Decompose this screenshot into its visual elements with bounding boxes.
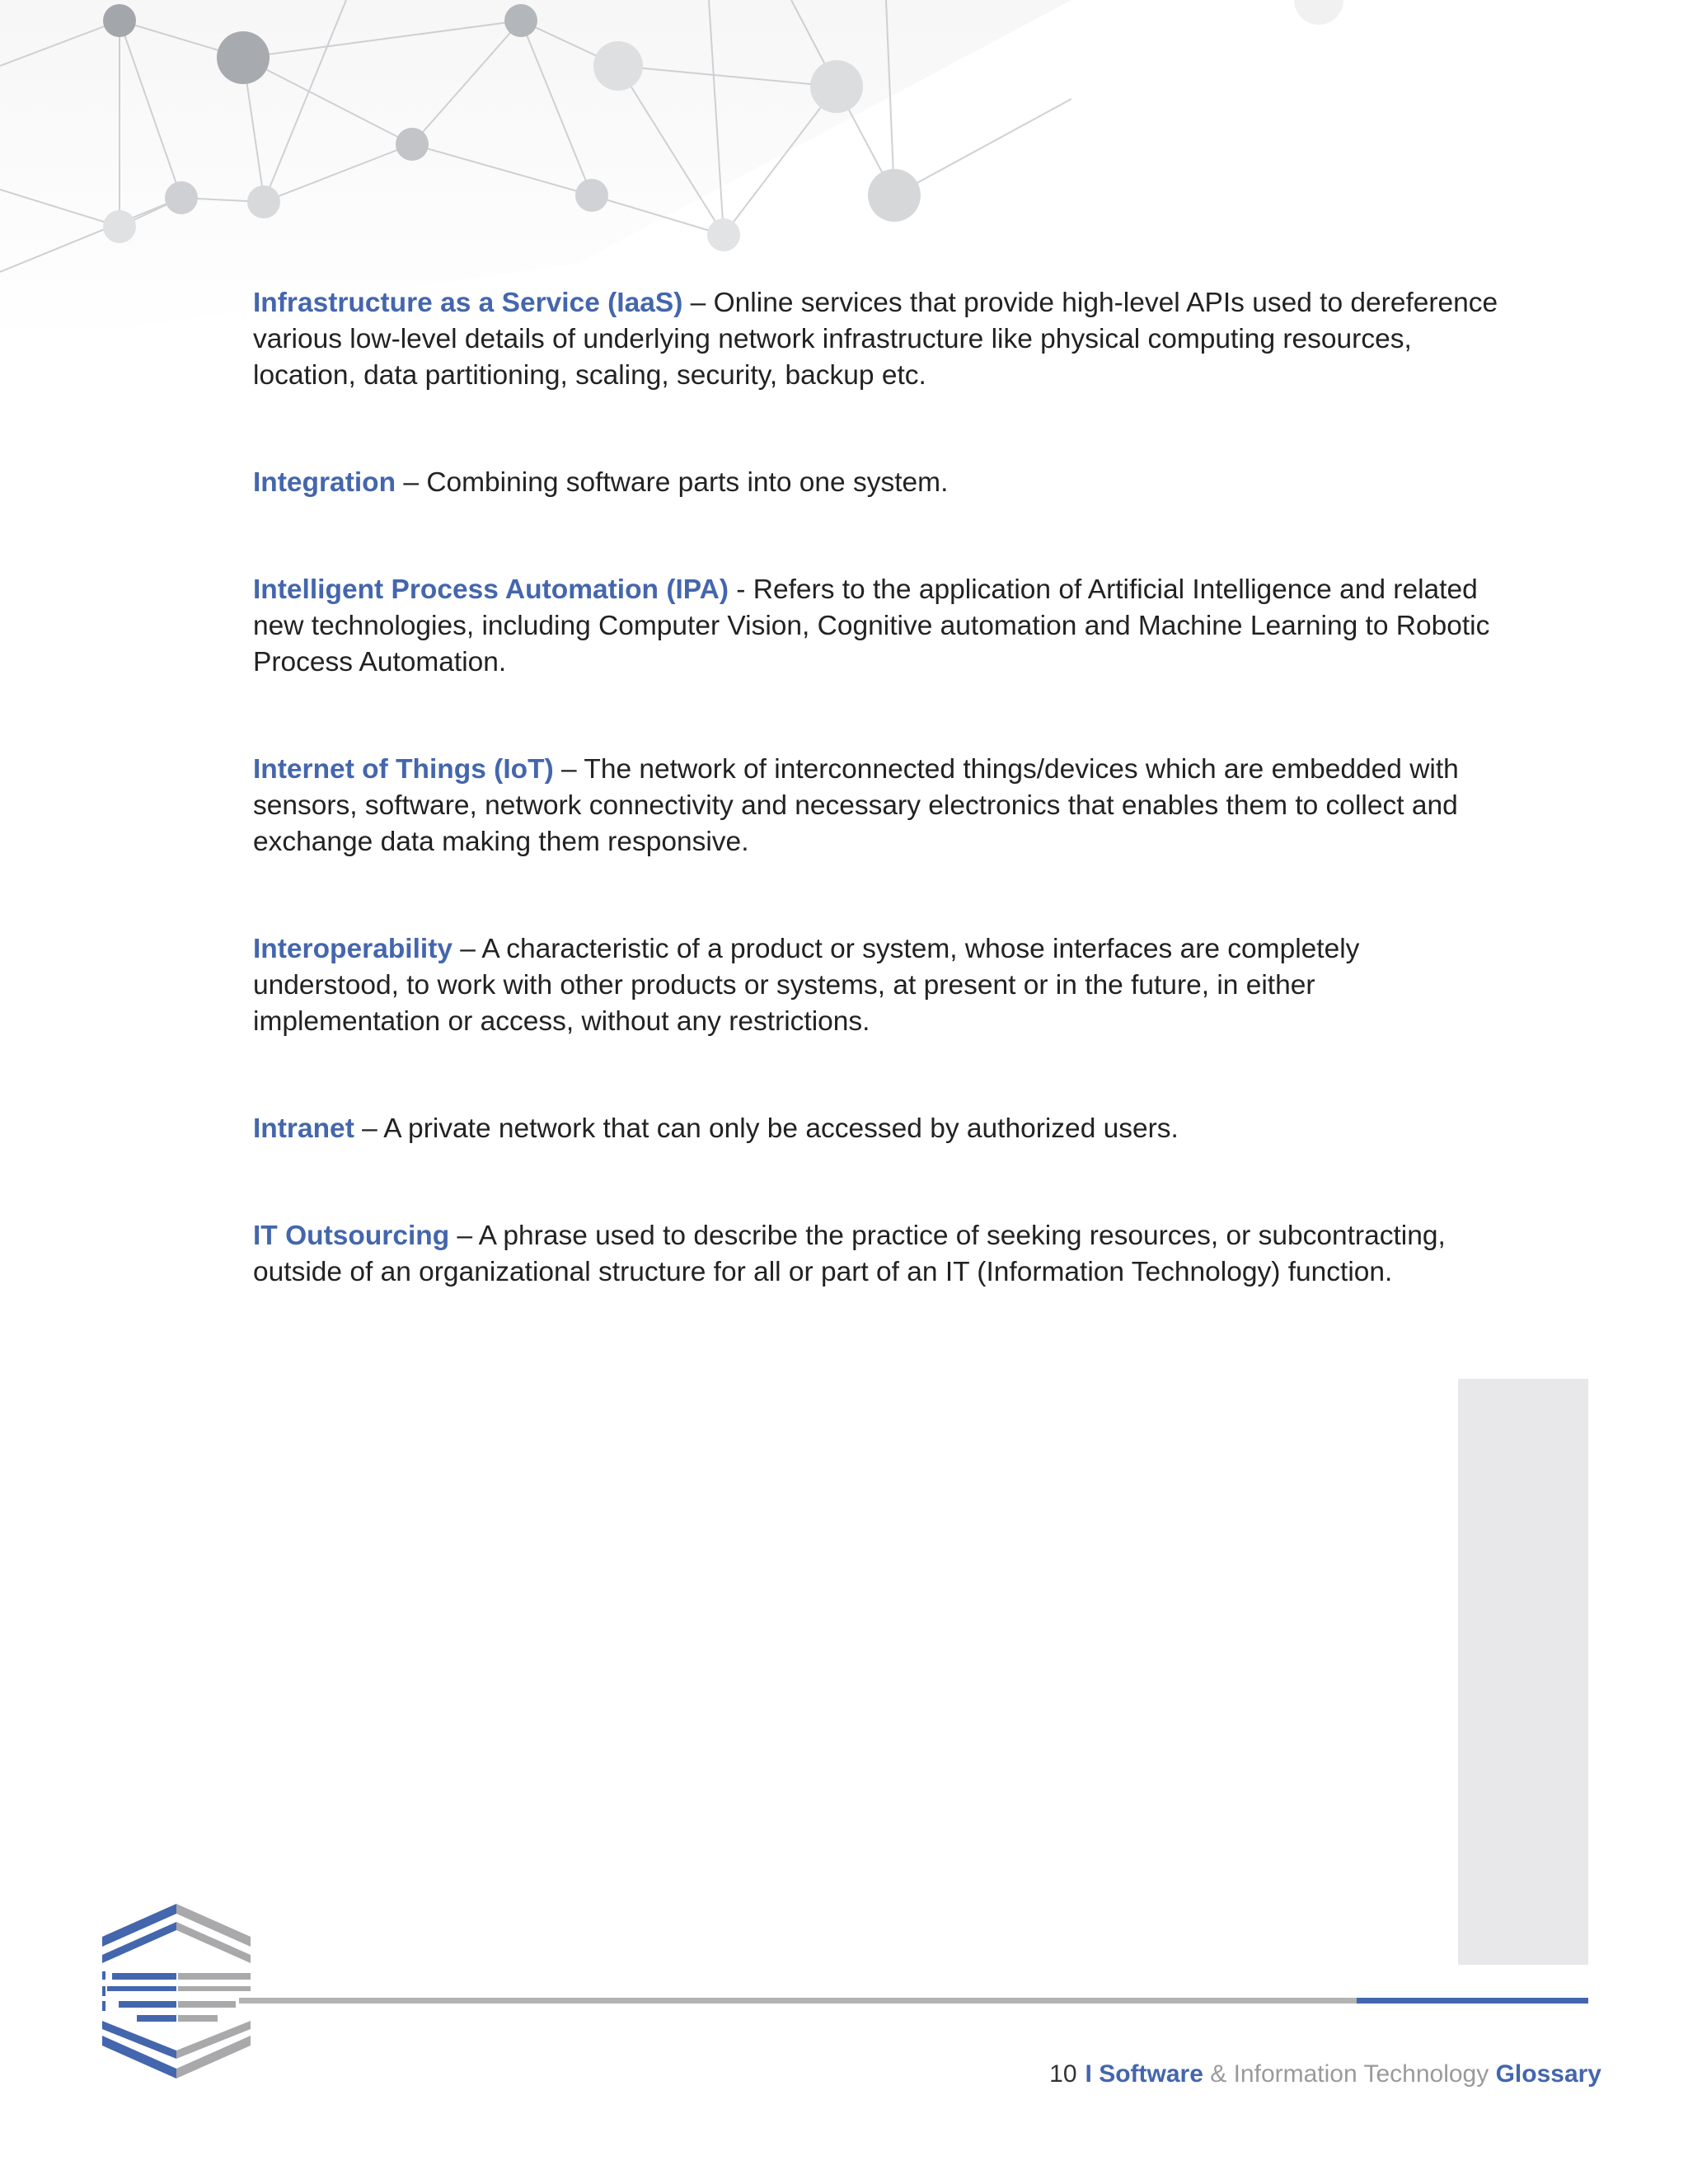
glossary-entry-integration	[253, 465, 1506, 501]
company-logo-icon	[96, 1904, 257, 2087]
footer-rule-blue	[1357, 1998, 1588, 2004]
term-integration: Integration	[253, 467, 396, 498]
definition-integration: – Combining software parts into one system.	[396, 467, 949, 498]
glossary-entry-intranet	[253, 1111, 1506, 1147]
definition-intranet: – A private network that can only be accessed by authorized users.	[354, 1113, 1179, 1144]
glossary-entry-it-outsourcing	[253, 1218, 1506, 1291]
term-intranet: Intranet	[253, 1113, 354, 1144]
footer-separator: I	[1085, 2060, 1092, 2088]
definition-iot: – The network of interconnected things/devices which are embedded with sensors, software, network connectivity and necessary electronics that enables them to collect and exchange data making them responsive.	[253, 754, 1459, 857]
footer-word-software: Software	[1099, 2060, 1203, 2088]
page-number: 10	[1049, 2060, 1077, 2088]
definition-ipa: - Refers to the application of Artificial Intelligence and related new technologies, including Computer Vision, Cognitive automation and Machine Learning to Robotic Process Automation.	[253, 574, 1490, 677]
term-it-outsourcing: IT Outsourcing	[253, 1221, 450, 1251]
term-ipa: Intelligent Process Automation (IPA)	[253, 574, 729, 605]
glossary-content	[253, 285, 1506, 1291]
definition-it-outsourcing: – A phrase used to describe the practice of seeking resources, or subcontracting, outside of an organizational structure for all or part of an IT (Information Technology) function.	[253, 1221, 1446, 1287]
definition-interoperability: – A characteristic of a product or system, whose interfaces are completely understood, to work with other products or systems, at present or in the future, in either implementation or access, without any restrictions.	[253, 934, 1360, 1037]
term-iaas: Infrastructure as a Service (IaaS)	[253, 288, 683, 318]
glossary-entry-interoperability	[253, 931, 1506, 1040]
definition-iaas: – Online services that provide high-level APIs used to dereference various low-level details of underlying network infrastructure like physical computing resources, location, data partitioning, scaling, security, backup etc.	[253, 288, 1498, 391]
footer-rule-gray	[239, 1998, 1357, 2004]
footer-word-middle: & Information Technology	[1210, 2060, 1489, 2088]
footer-word-glossary: Glossary	[1495, 2060, 1601, 2088]
footer-page-label	[1049, 2058, 1601, 2091]
sidebar-decorative-block	[1458, 1379, 1588, 1965]
glossary-entry-ipa	[253, 572, 1506, 681]
term-iot: Internet of Things (IoT)	[253, 754, 554, 785]
term-interoperability: Interoperability	[253, 934, 452, 964]
glossary-entry-iot	[253, 752, 1506, 860]
glossary-entry-iaas	[253, 285, 1506, 394]
